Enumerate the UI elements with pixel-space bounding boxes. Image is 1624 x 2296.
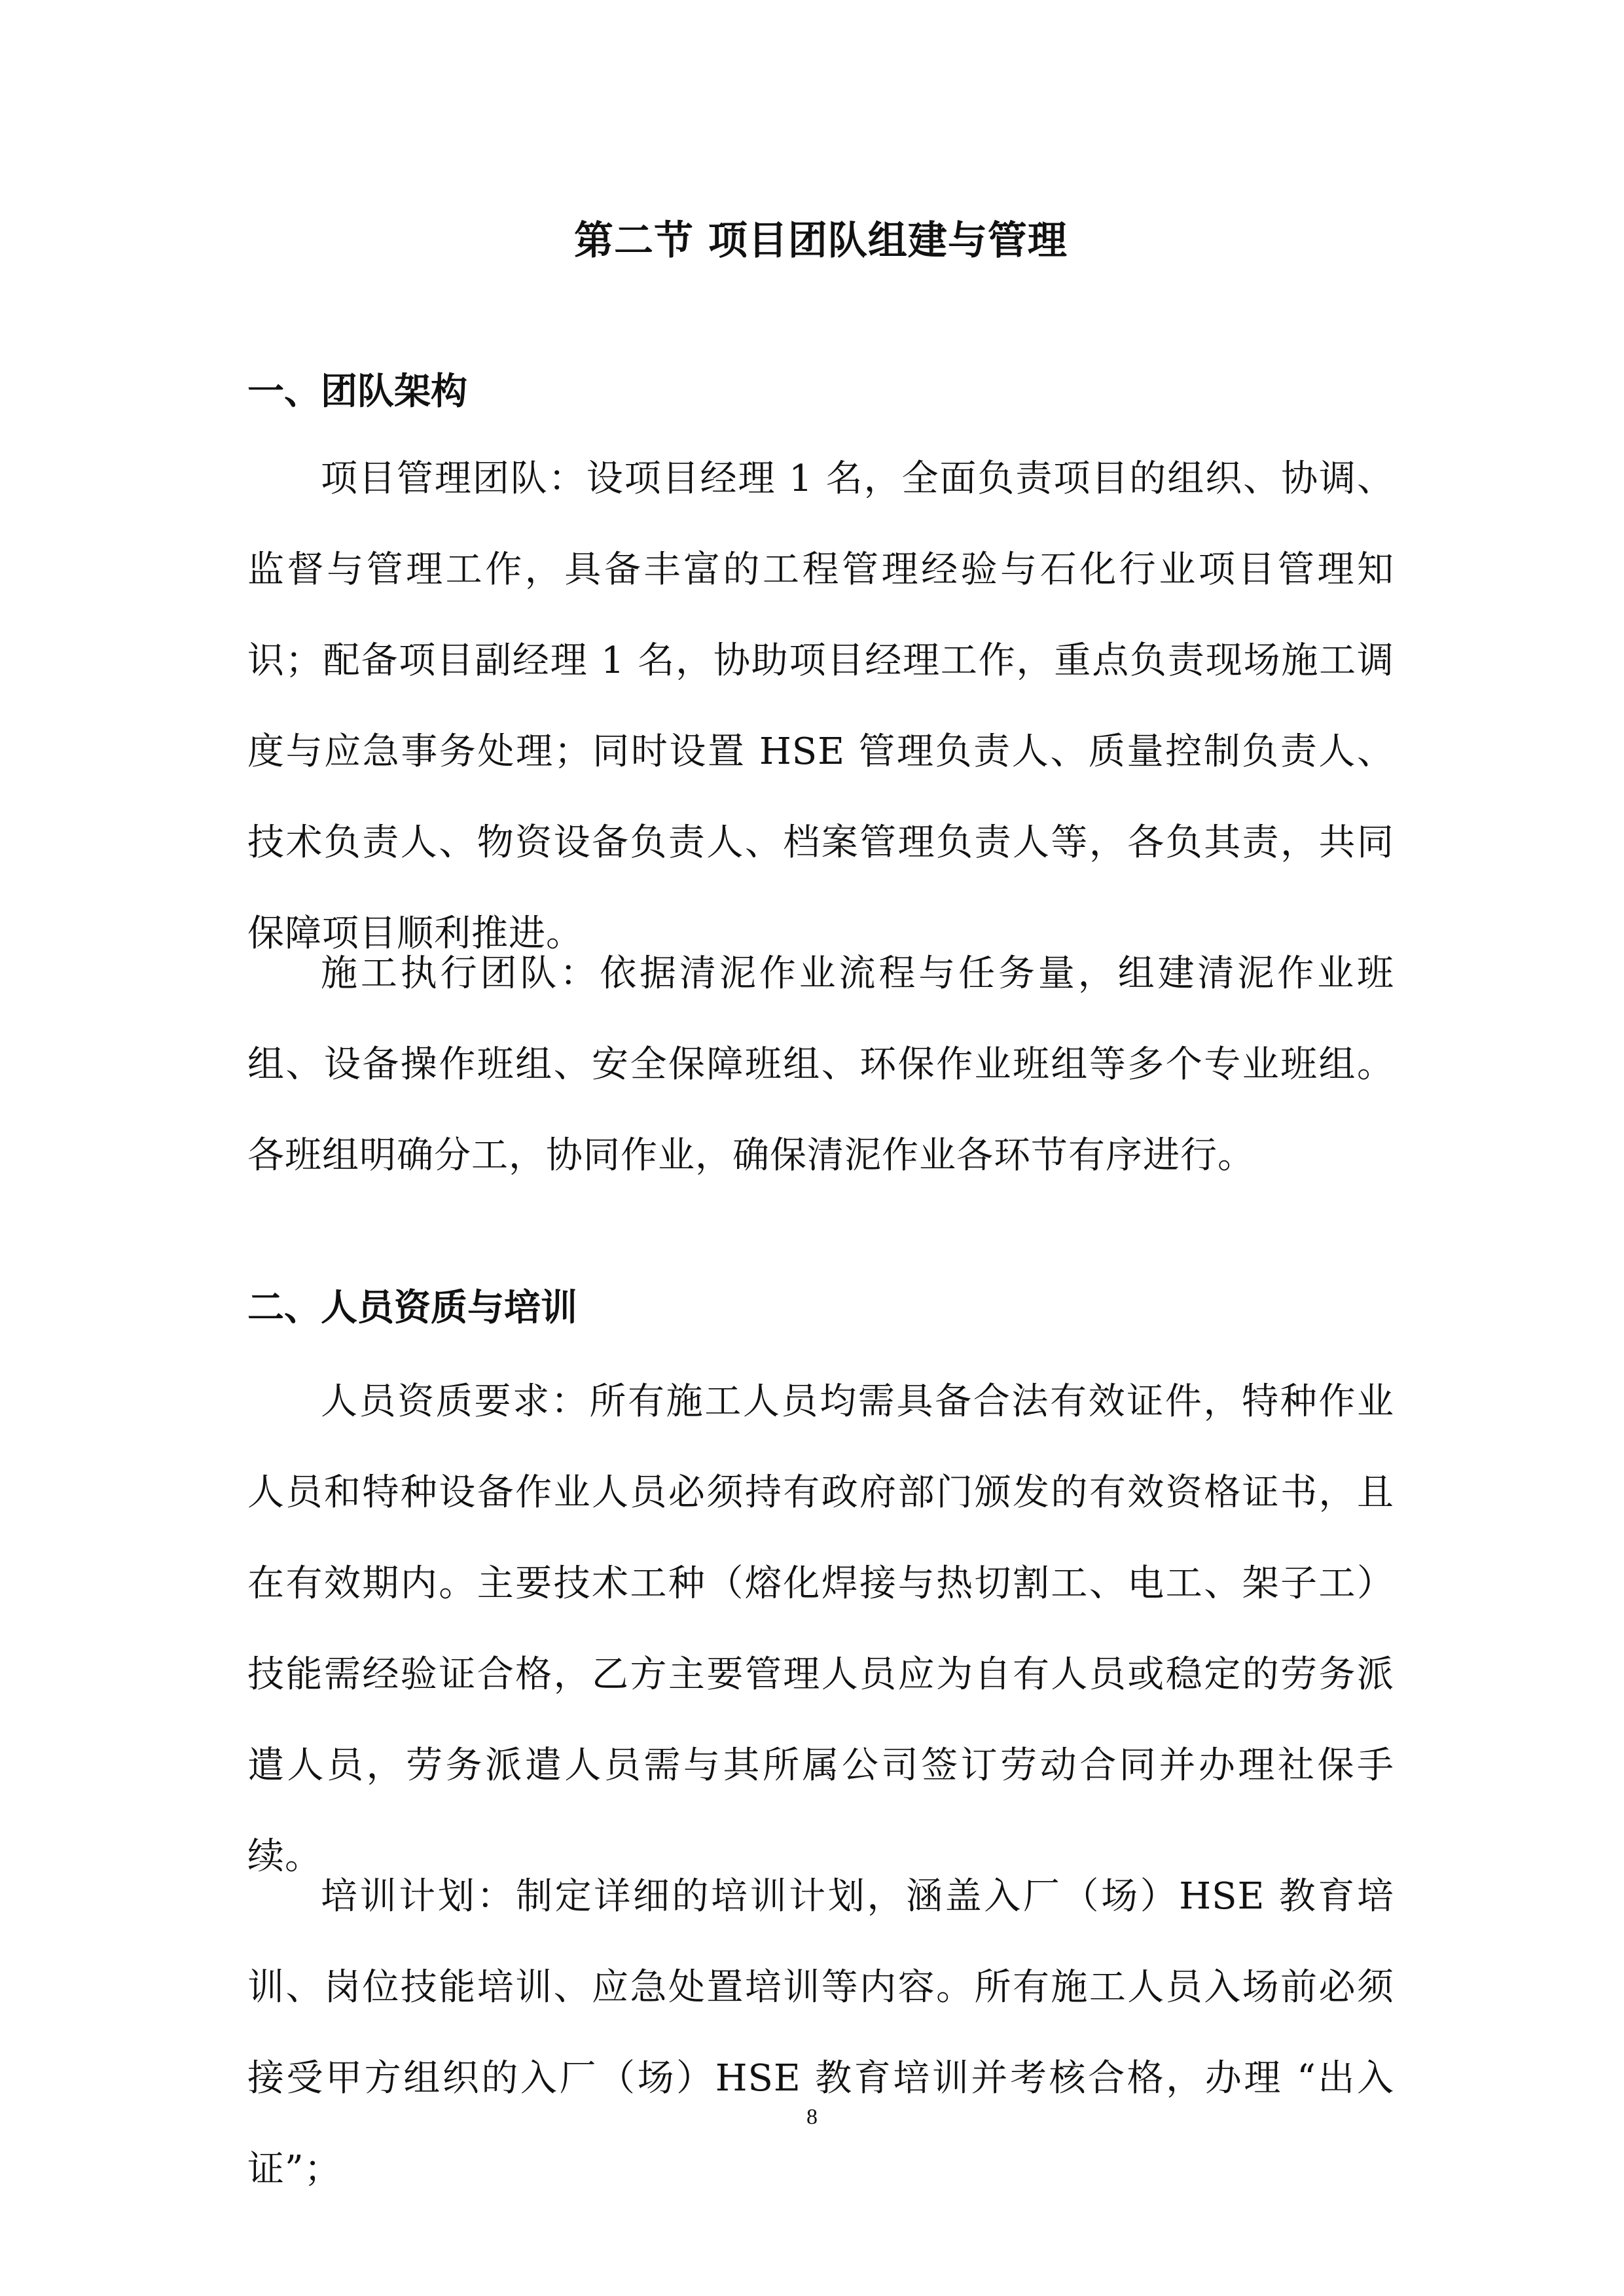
section-heading-qualification-training: 二、人员资质与培训 bbox=[247, 1286, 577, 1329]
section-heading-team-structure: 一、团队架构 bbox=[247, 370, 467, 413]
paragraph-qualification-requirements: 人员资质要求：所有施工人员均需具备合法有效证件，特种作业人员和特种设备作业人员必须持有政府部门颁发的有效资格证书，且在有效期内。主要技术工种（熔化焊接与热切割工、电工、架子工）技能需经验证合格，乙方主要管理人员应为自有人员或稳定的劳务派遣人员，劳务派遣人员需与其所属公司签订劳动合同并办理社保手续。 bbox=[247, 1380, 1394, 1878]
page-number: 8 bbox=[806, 2105, 818, 2129]
paragraph-training-plan: 培训计划：制定详细的培训计划，涵盖入厂（场）HSE 教育培训、岗位技能培训、应急处置培训等内容。所有施工人员入场前必须接受甲方组织的入厂（场）HSE 教育培训并考核合格，办理 “出入证”； bbox=[247, 1875, 1394, 2191]
page-title: 第二节 项目团队组建与管理 bbox=[574, 218, 1068, 264]
paragraph-construction-execution-team: 施工执行团队：依据清泥作业流程与任务量，组建清泥作业班组、设备操作班组、安全保障班组、环保作业班组等多个专业班组。各班组明确分工，协同作业，确保清泥作业各环节有序进行。 bbox=[247, 952, 1394, 1177]
paragraph-project-management-team: 项目管理团队：设项目经理 1 名，全面负责项目的组织、协调、监督与管理工作，具备丰富的工程管理经验与石化行业项目管理知识；配备项目副经理 1 名，协助项目经理工作，重点负责现场施工调度与应急事务处理；同时设置 HSE 管理负责人、质量控制负责人、技术负责人、物资设备负责人、档案管理负责人等，各负其责，共同保障项目顺利推进。 bbox=[247, 457, 1394, 955]
